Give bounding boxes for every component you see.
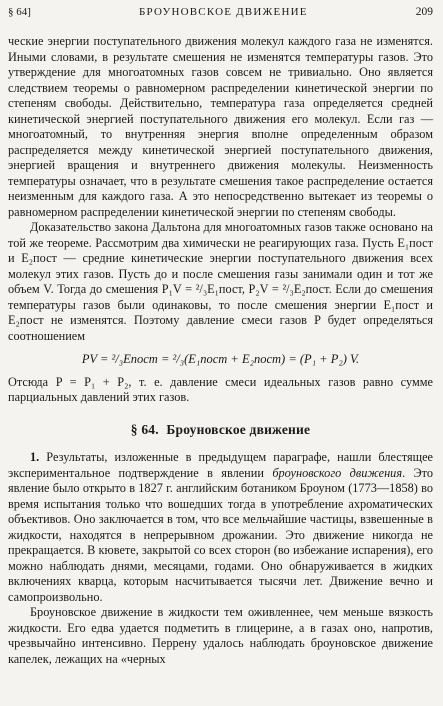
paragraph-continuation: ческие энергии поступательного движения молекул каждого газа не изменятся. Иными словами, в результате смешения не изменятся температуры газов. Это утверждение для многоатомных газов совсем не тривиально. Оно является следствием теоремы о равномерном распределении кинетической энергии по степеням свободы. Действительно, температура газа определяется средней кинетической энергией поступательного движения его молекул. Если газ — многоатомный, то внутренняя энергия вполне определенным образом распределяется между кинетической энергией поступательного движения, энергией вращения и внутреннего движения молекулы. Неизменность температуры означает, что в результате смешения такое распределение остается неизменным для каждого газа. А это непосредственно вытекает из теоремы о равномерном распределении кинетической энергии по степеням свободы.	[8, 34, 433, 219]
running-header	[8, 6, 433, 24]
paragraph-brownian-viscosity: Броуновское движение в жидкости тем оживленнее, чем меньше вязкость жидкости. Его едва удается подметить в глицерине, а в газах оно, напротив, чрезвычайно интенсивно. Перрену удалось наблюдать броуновское движение капелек, лежащих на «черных	[8, 605, 433, 666]
section-number: § 64.	[130, 421, 159, 437]
section-heading	[8, 422, 433, 438]
paragraph-text-a: Результаты, изложенные в предыдущем параграфе, нашли блестящее экспериментальное подтверждение в явлении	[8, 450, 433, 480]
page-body	[8, 34, 433, 667]
paragraph-brownian-intro	[8, 450, 433, 605]
section-title: Броуновское движение	[166, 421, 311, 437]
emphasized-term: броуновского движения	[272, 465, 403, 480]
paragraph-dalton-proof: Доказательство закона Дальтона для многоатомных газов также основано на той же теореме. Рассмотрим два химически не реагирующих газа. Пусть E₁пост и E₂пост — средние кинетические энергии поступательного движения всех молекул этих газов. Пусть до и после смешения газы занимали один и тот же объем V. Тогда до смешения P₁V = ²/₃E₁пост, P₂V = ²/₃E₂пост. Если до смешения температуры газов были одинаковы, то после смешения энергии E₁пост и E₂пост не изменятся. Поэтому давление смеси газов P будет определяться соотношением	[8, 220, 433, 343]
header-section-ref: § 64]	[8, 6, 31, 18]
equation-pressure: PV = ²/₃Eпост = ²/₃(E₁пост + E₂пост) = (P₁ + P₂) V.	[81, 352, 360, 366]
paragraph-text-b: . Это явление было открыто в 1827 г. английским ботаником Броуном (1773—1858) во время испытания только что вошедших тогда в употребление ахроматических объективов. Оно заключается в том, что все мельчайшие частицы, взвешенные в жидкости, находятся в непрерывном дрожании. Это движение никогда не прекращается. В кювете, закрытой со всех сторон (во избежание испарения), его можно наблюдать днями, месяцами, годами. Оно обнаруживается в жидких включениях кварца, которым насчитывается тысячи лет. Движение вечно и самопроизвольно.	[8, 465, 433, 604]
header-running-title: БРОУНОВСКОЕ ДВИЖЕНИЕ	[138, 6, 308, 18]
paragraph-number: 1.	[30, 450, 40, 464]
paragraph-conclusion: Отсюда P = P₁ + P₂, т. е. давление смеси идеальных газов равно сумме парциальных давлений этих газов.	[8, 374, 433, 404]
page-number: 209	[415, 6, 433, 18]
